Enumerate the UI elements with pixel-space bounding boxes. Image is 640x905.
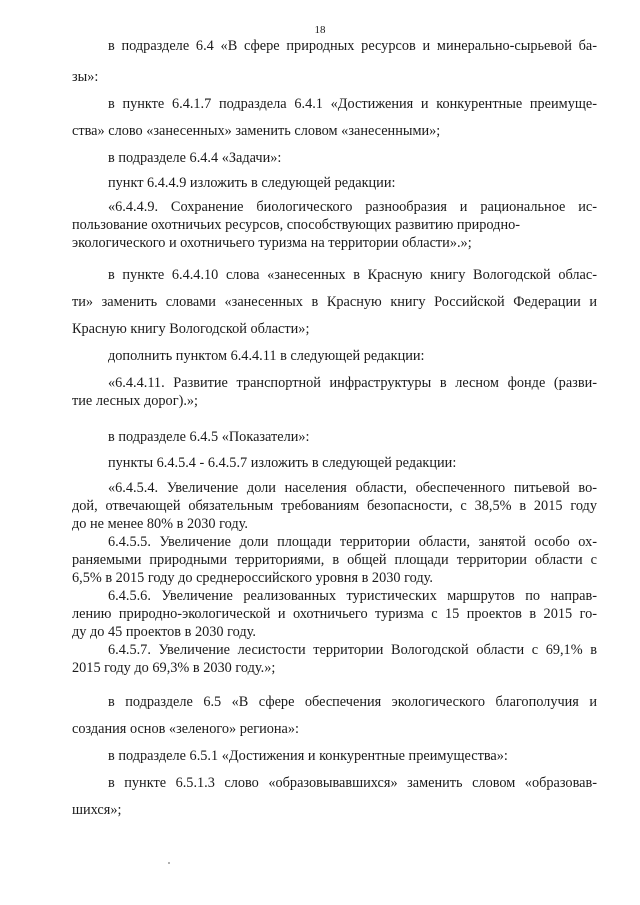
page-number: 18 (314, 24, 326, 36)
text-line: раняемыми природными территориями, в общей площади территории области с (72, 552, 597, 568)
text-line: «6.4.5.4. Увеличение доли населения области, обеспеченного питьевой во- (108, 480, 597, 496)
text-line: в подразделе 6.4 «В сфере природных ресурсов и минерально-сырьевой ба- (108, 38, 597, 54)
text-line: тие лесных дорог).»; (72, 393, 199, 409)
text-line: в подразделе 6.4.5 «Показатели»: (108, 429, 310, 445)
text-line: пользование охотничьих ресурсов, способствующих развитию природно- (72, 217, 520, 233)
text-line: до не менее 80% в 2030 году. (72, 516, 248, 532)
text-line: 2015 году до 69,3% в 2030 году.»; (72, 660, 276, 676)
text-line: в подразделе 6.4.4 «Задачи»: (108, 150, 282, 166)
text-line: «6.4.4.11. Развитие транспортной инфраструктуры в лесном фонде (разви- (108, 375, 597, 391)
text-line: 6.4.5.5. Увеличение доли площади территории области, занятой особо ох- (108, 534, 597, 550)
text-line: пункт 6.4.4.9 изложить в следующей редакции: (108, 175, 396, 191)
text-line: 6.4.5.7. Увеличение лесистости территории Вологодской области с 69,1% в (108, 642, 597, 658)
text-line: в пункте 6.4.4.10 слова «занесенных в Красную книгу Вологодской облас- (108, 267, 597, 283)
text-line: «6.4.4.9. Сохранение биологического разнообразия и рациональное ис- (108, 199, 597, 215)
text-line: дополнить пунктом 6.4.4.11 в следующей редакции: (108, 348, 425, 364)
text-line: в пункте 6.5.1.3 слово «образовывавшихся» заменить словом «образовав- (108, 775, 597, 791)
text-line: Красную книгу Вологодской области»; (72, 321, 310, 337)
text-line: 6,5% в 2015 году до среднероссийского уровня в 2030 году. (72, 570, 433, 586)
text-line: экологического и охотничьего туризма на территории области».»; (72, 235, 472, 251)
text-line: зы»: (72, 69, 99, 85)
text-line: шихся»; (72, 802, 122, 818)
scan-speck (168, 862, 170, 864)
text-line: дой, отвечающей обязательным требованиям безопасности, с 38,5% в 2015 году (72, 498, 597, 514)
text-line: лению природно-экологической и охотничьего туризма с 15 проектов в 2015 го- (72, 606, 597, 622)
text-line: ду до 45 проектов в 2030 году. (72, 624, 256, 640)
text-line: создания основ «зеленого» региона»: (72, 721, 300, 737)
text-line: пункты 6.4.5.4 - 6.4.5.7 изложить в следующей редакции: (108, 455, 457, 471)
text-line: ства» слово «занесенных» заменить словом «занесенными»; (72, 123, 441, 139)
text-line: 6.4.5.6. Увеличение реализованных туристических маршрутов по направ- (108, 588, 597, 604)
text-line: в подразделе 6.5.1 «Достижения и конкурентные преимущества»: (108, 748, 508, 764)
text-line: в пункте 6.4.1.7 подраздела 6.4.1 «Достижения и конкурентные преимуще- (108, 96, 597, 112)
text-line: ти» заменить словами «занесенных в Красную книгу Российской Федерации и (72, 294, 597, 310)
text-line: в подразделе 6.5 «В сфере обеспечения экологического благополучия и (108, 694, 597, 710)
